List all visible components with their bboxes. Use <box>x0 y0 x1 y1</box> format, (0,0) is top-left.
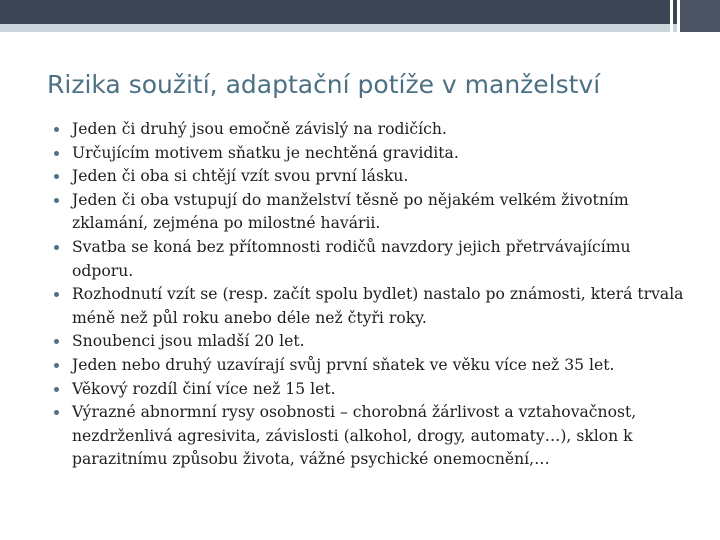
bullet-text: Jeden či oba vstupují do manželství těsně po nějakém velkém životním zklamání, zejména po milostné havárii. <box>72 190 629 233</box>
bullet-icon <box>54 245 59 250</box>
bullet-item <box>54 401 684 472</box>
bullet-icon <box>54 339 59 344</box>
bullet-icon <box>54 198 59 203</box>
bullet-item <box>54 354 684 378</box>
bullet-text: Výrazné abnormní rysy osobnosti – chorobná žárlivost a vztahovačnost, nezdrženlivá agresivita, závislosti (alkohol, drogy, automaty…), sklon k parazitnímu způsobu života, vážné psychické onemocnění,… <box>72 403 637 469</box>
slide-header-bar <box>0 0 720 24</box>
bullet-icon <box>54 410 59 415</box>
bullet-icon <box>54 363 59 368</box>
bullet-text: Svatba se koná bez přítomnosti rodičů navzdory jejich přetrvávajícímu odporu. <box>72 237 631 280</box>
bullet-item <box>54 330 684 354</box>
bullet-item <box>54 189 684 236</box>
bullet-item <box>54 118 684 142</box>
bullet-list <box>54 118 684 472</box>
slide-accent-bar <box>0 24 720 32</box>
bullet-item <box>54 142 684 166</box>
bullet-icon <box>54 127 59 132</box>
bullet-icon <box>54 387 59 392</box>
bullet-text: Jeden nebo druhý uzavírají svůj první sňatek ve věku více než 35 let. <box>72 355 615 374</box>
bullet-text: Jeden či oba si chtějí vzít svou první lásku. <box>72 167 409 186</box>
bullet-text: Snoubenci jsou mladší 20 let. <box>72 332 305 351</box>
bullet-icon <box>54 174 59 179</box>
slide-corner-decoration <box>677 0 720 32</box>
bullet-item <box>54 283 684 330</box>
bullet-text: Určujícím motivem sňatku je nechtěná gravidita. <box>72 143 459 162</box>
bullet-icon <box>54 151 59 156</box>
bullet-item <box>54 378 684 402</box>
bullet-text: Jeden či druhý jsou emočně závislý na rodičích. <box>72 120 447 138</box>
bullet-item <box>54 165 684 189</box>
bullet-text: Věkový rozdíl činí více než 15 let. <box>72 379 336 398</box>
slide-title: Rizika soužití, adaptační potíže v manželství <box>47 70 601 99</box>
bullet-item <box>54 236 684 283</box>
bullet-text: Rozhodnutí vzít se (resp. začít spolu bydlet) nastalo po známosti, která trvala méně než půl roku anebo déle než čtyři roky. <box>72 285 684 327</box>
bullet-icon <box>54 292 59 297</box>
